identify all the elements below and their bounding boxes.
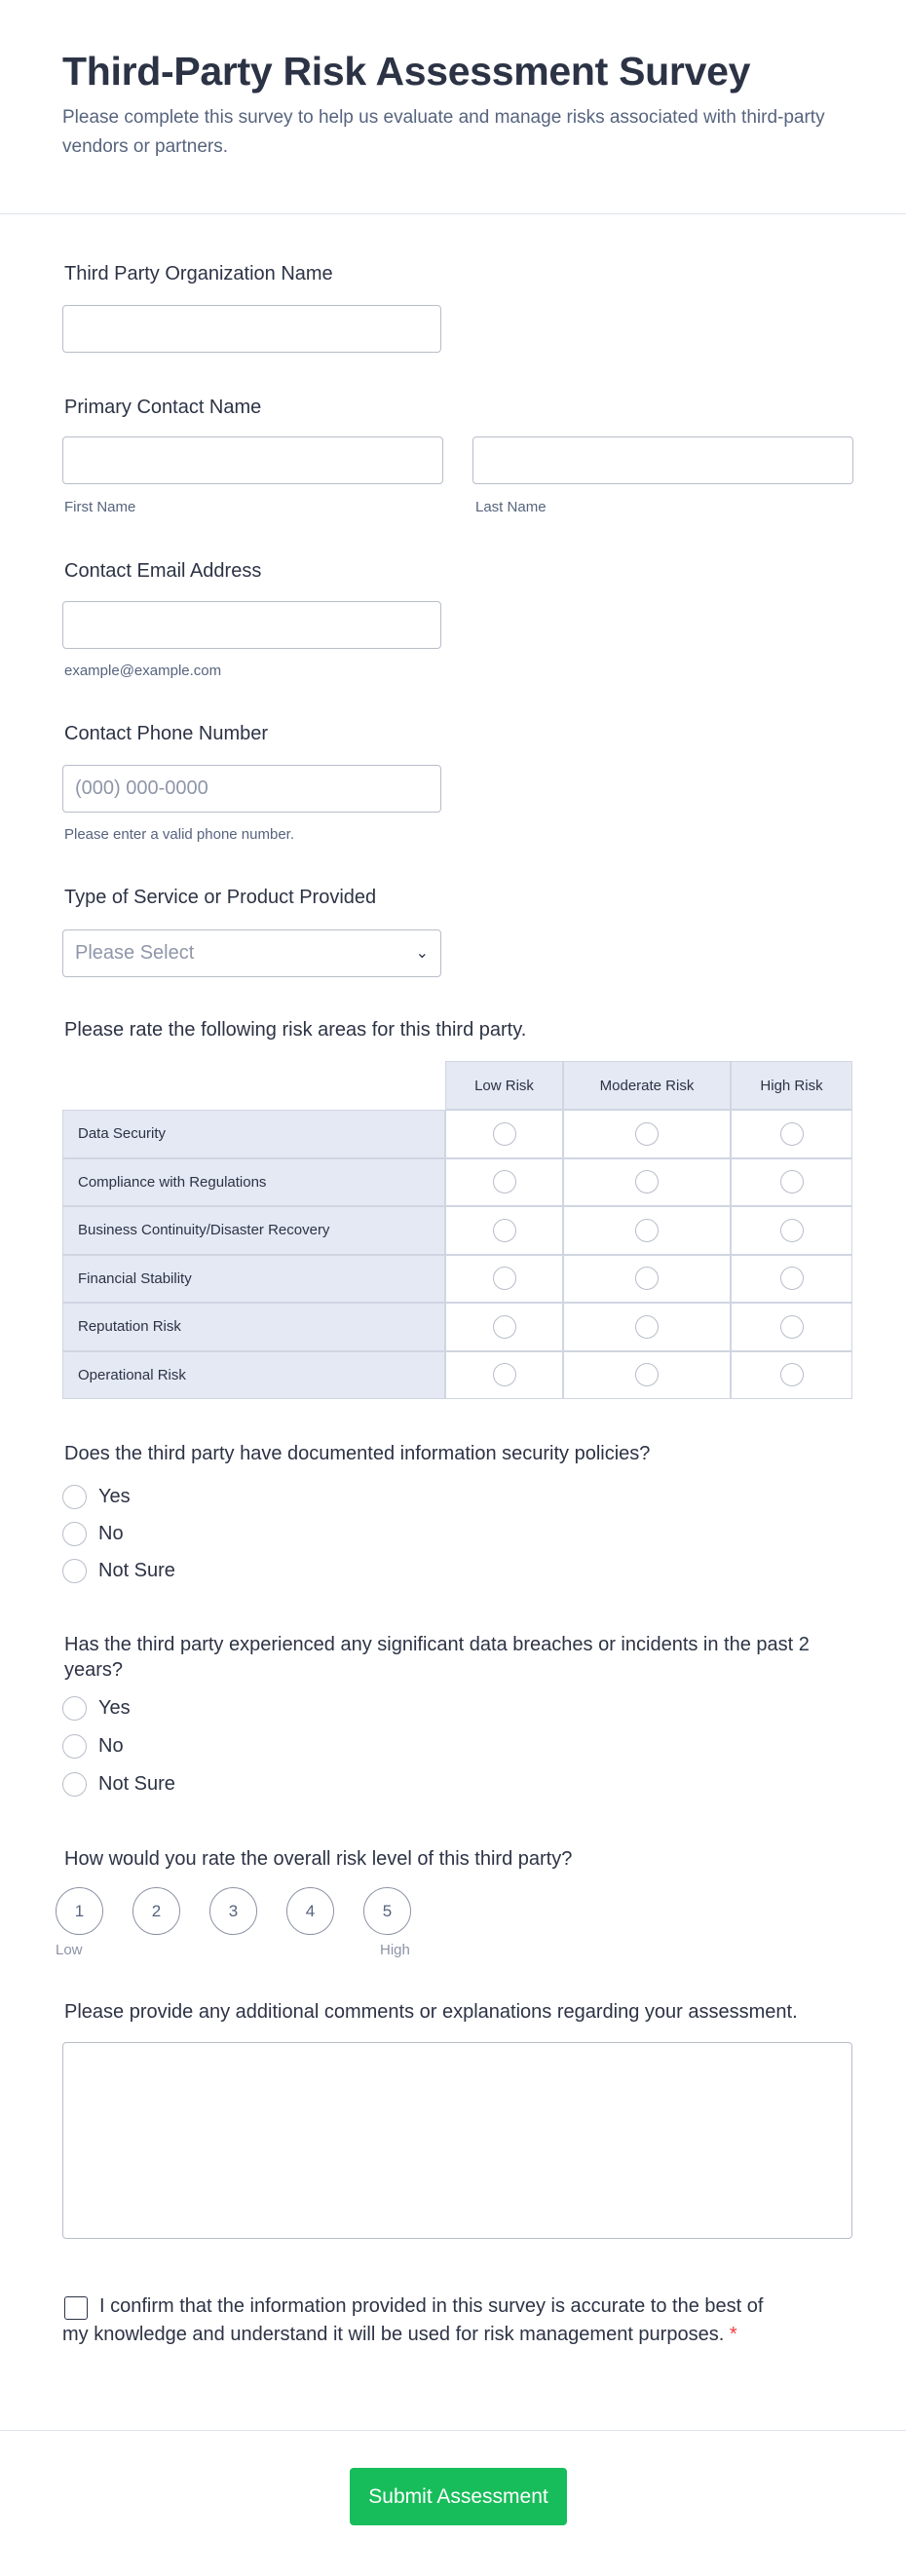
matrix-cell	[445, 1351, 563, 1400]
email-hint: example@example.com	[64, 663, 222, 679]
service-select[interactable]	[62, 929, 441, 977]
matrix-radio[interactable]	[635, 1219, 659, 1242]
matrix-row	[62, 1351, 852, 1400]
page-description: Please complete this survey to help us evaluate and manage risks associated with third-party vendors or partners.	[62, 107, 825, 157]
org-name-label: Third Party Organization Name	[64, 263, 333, 284]
matrix-radio[interactable]	[780, 1315, 804, 1339]
first-name-input[interactable]	[62, 436, 443, 484]
matrix-radio[interactable]	[780, 1267, 804, 1290]
policies-option-no[interactable]	[62, 1522, 124, 1546]
matrix-row	[62, 1206, 852, 1255]
radio[interactable]	[62, 1734, 87, 1759]
required-mark: *	[729, 2324, 737, 2345]
page-title: Third-Party Risk Assessment Survey	[62, 49, 751, 94]
matrix-cell	[563, 1158, 731, 1207]
radio[interactable]	[62, 1522, 87, 1546]
matrix-radio[interactable]	[635, 1170, 659, 1193]
rating-low-label: Low	[56, 1942, 83, 1958]
rating-1[interactable]: 1	[56, 1887, 103, 1935]
matrix-row	[62, 1110, 852, 1158]
matrix-radio[interactable]	[780, 1170, 804, 1193]
radio[interactable]	[62, 1772, 87, 1797]
breaches-option-no[interactable]	[62, 1734, 124, 1759]
matrix-cell	[563, 1351, 731, 1400]
rating-question: How would you rate the overall risk level of this third party?	[64, 1848, 573, 1870]
matrix-radio[interactable]	[493, 1170, 516, 1193]
matrix-radio[interactable]	[635, 1122, 659, 1146]
rating-high-label: High	[380, 1942, 410, 1958]
matrix-radio[interactable]	[780, 1219, 804, 1242]
matrix-cell	[445, 1303, 563, 1351]
option-label: Not Sure	[98, 1773, 175, 1795]
phone-input[interactable]	[62, 765, 441, 813]
matrix-radio[interactable]	[493, 1363, 516, 1386]
matrix-radio[interactable]	[493, 1122, 516, 1146]
chevron-down-icon: ⌄	[415, 945, 429, 962]
first-name-sublabel: First Name	[64, 499, 136, 515]
matrix-radio[interactable]	[493, 1315, 516, 1339]
phone-placeholder: (000) 000-0000	[75, 777, 208, 799]
matrix-cell	[731, 1255, 852, 1304]
matrix-cell	[731, 1158, 852, 1207]
org-name-input[interactable]	[62, 305, 441, 353]
matrix-row-label: Operational Risk	[62, 1351, 445, 1400]
phone-hint: Please enter a valid phone number.	[64, 826, 294, 843]
contact-name-label: Primary Contact Name	[64, 397, 262, 418]
risk-matrix	[62, 1061, 852, 1399]
matrix-row-label: Data Security	[62, 1110, 445, 1158]
matrix-cell	[563, 1303, 731, 1351]
service-label: Type of Service or Product Provided	[64, 887, 377, 908]
matrix-cell	[563, 1110, 731, 1158]
radio[interactable]	[62, 1485, 87, 1509]
matrix-radio[interactable]	[780, 1122, 804, 1146]
matrix-corner	[62, 1061, 445, 1110]
policies-option-not-sure[interactable]	[62, 1559, 175, 1583]
rating-4[interactable]: 4	[286, 1887, 334, 1935]
matrix-col-header: Moderate Risk	[563, 1061, 731, 1110]
confirm-label: I confirm that the information provided in this survey is accurate to the best of my knowledge and understand it will be used for risk management purposes.	[62, 2295, 764, 2345]
option-label: Not Sure	[98, 1560, 175, 1581]
matrix-cell	[445, 1110, 563, 1158]
email-input[interactable]	[62, 601, 441, 649]
breaches-option-not-sure[interactable]	[62, 1772, 175, 1797]
breaches-option-yes[interactable]	[62, 1696, 131, 1721]
confirm-text	[62, 2292, 764, 2349]
matrix-cell	[731, 1303, 852, 1351]
last-name-input[interactable]	[472, 436, 853, 484]
breaches-question: Has the third party experienced any significant data breaches or incidents in the past 2 years?	[64, 1634, 810, 1681]
phone-label: Contact Phone Number	[64, 723, 269, 744]
matrix-col-header: High Risk	[731, 1061, 852, 1110]
matrix-row	[62, 1303, 852, 1351]
matrix-col-header: Low Risk	[445, 1061, 563, 1110]
footer-divider	[0, 2430, 906, 2431]
rating-2[interactable]: 2	[132, 1887, 180, 1935]
matrix-cell	[731, 1351, 852, 1400]
option-label: Yes	[98, 1697, 131, 1719]
matrix-cell	[445, 1158, 563, 1207]
submit-button[interactable]: Submit Assessment	[350, 2468, 567, 2525]
email-label: Contact Email Address	[64, 560, 262, 582]
matrix-cell	[445, 1255, 563, 1304]
matrix-radio[interactable]	[635, 1315, 659, 1339]
radio[interactable]	[62, 1559, 87, 1583]
matrix-cell	[563, 1206, 731, 1255]
matrix-cell	[731, 1110, 852, 1158]
comments-textarea[interactable]	[62, 2042, 852, 2239]
matrix-cell	[731, 1206, 852, 1255]
policies-option-yes[interactable]	[62, 1485, 131, 1509]
comments-label: Please provide any additional comments or explanations regarding your assessment.	[64, 2001, 798, 2023]
matrix-cell	[445, 1206, 563, 1255]
matrix-label: Please rate the following risk areas for this third party.	[64, 1019, 527, 1041]
last-name-sublabel: Last Name	[475, 499, 547, 515]
rating-5[interactable]: 5	[363, 1887, 411, 1935]
option-label: Yes	[98, 1486, 131, 1507]
radio[interactable]	[62, 1696, 87, 1721]
option-label: No	[98, 1523, 124, 1544]
option-label: No	[98, 1735, 124, 1757]
matrix-radio[interactable]	[635, 1267, 659, 1290]
matrix-row-label: Business Continuity/Disaster Recovery	[62, 1206, 445, 1255]
matrix-row	[62, 1255, 852, 1304]
matrix-row	[62, 1158, 852, 1207]
policies-question: Does the third party have documented information security policies?	[64, 1443, 651, 1464]
matrix-radio[interactable]	[635, 1363, 659, 1386]
matrix-radio[interactable]	[493, 1219, 516, 1242]
matrix-cell	[563, 1255, 731, 1304]
rating-3[interactable]: 3	[209, 1887, 257, 1935]
service-placeholder: Please Select	[75, 942, 195, 964]
header-divider	[0, 213, 906, 214]
matrix-radio[interactable]	[493, 1267, 516, 1290]
matrix-row-label: Reputation Risk	[62, 1303, 445, 1351]
matrix-row-label: Compliance with Regulations	[62, 1158, 445, 1207]
matrix-radio[interactable]	[780, 1363, 804, 1386]
matrix-row-label: Financial Stability	[62, 1255, 445, 1304]
